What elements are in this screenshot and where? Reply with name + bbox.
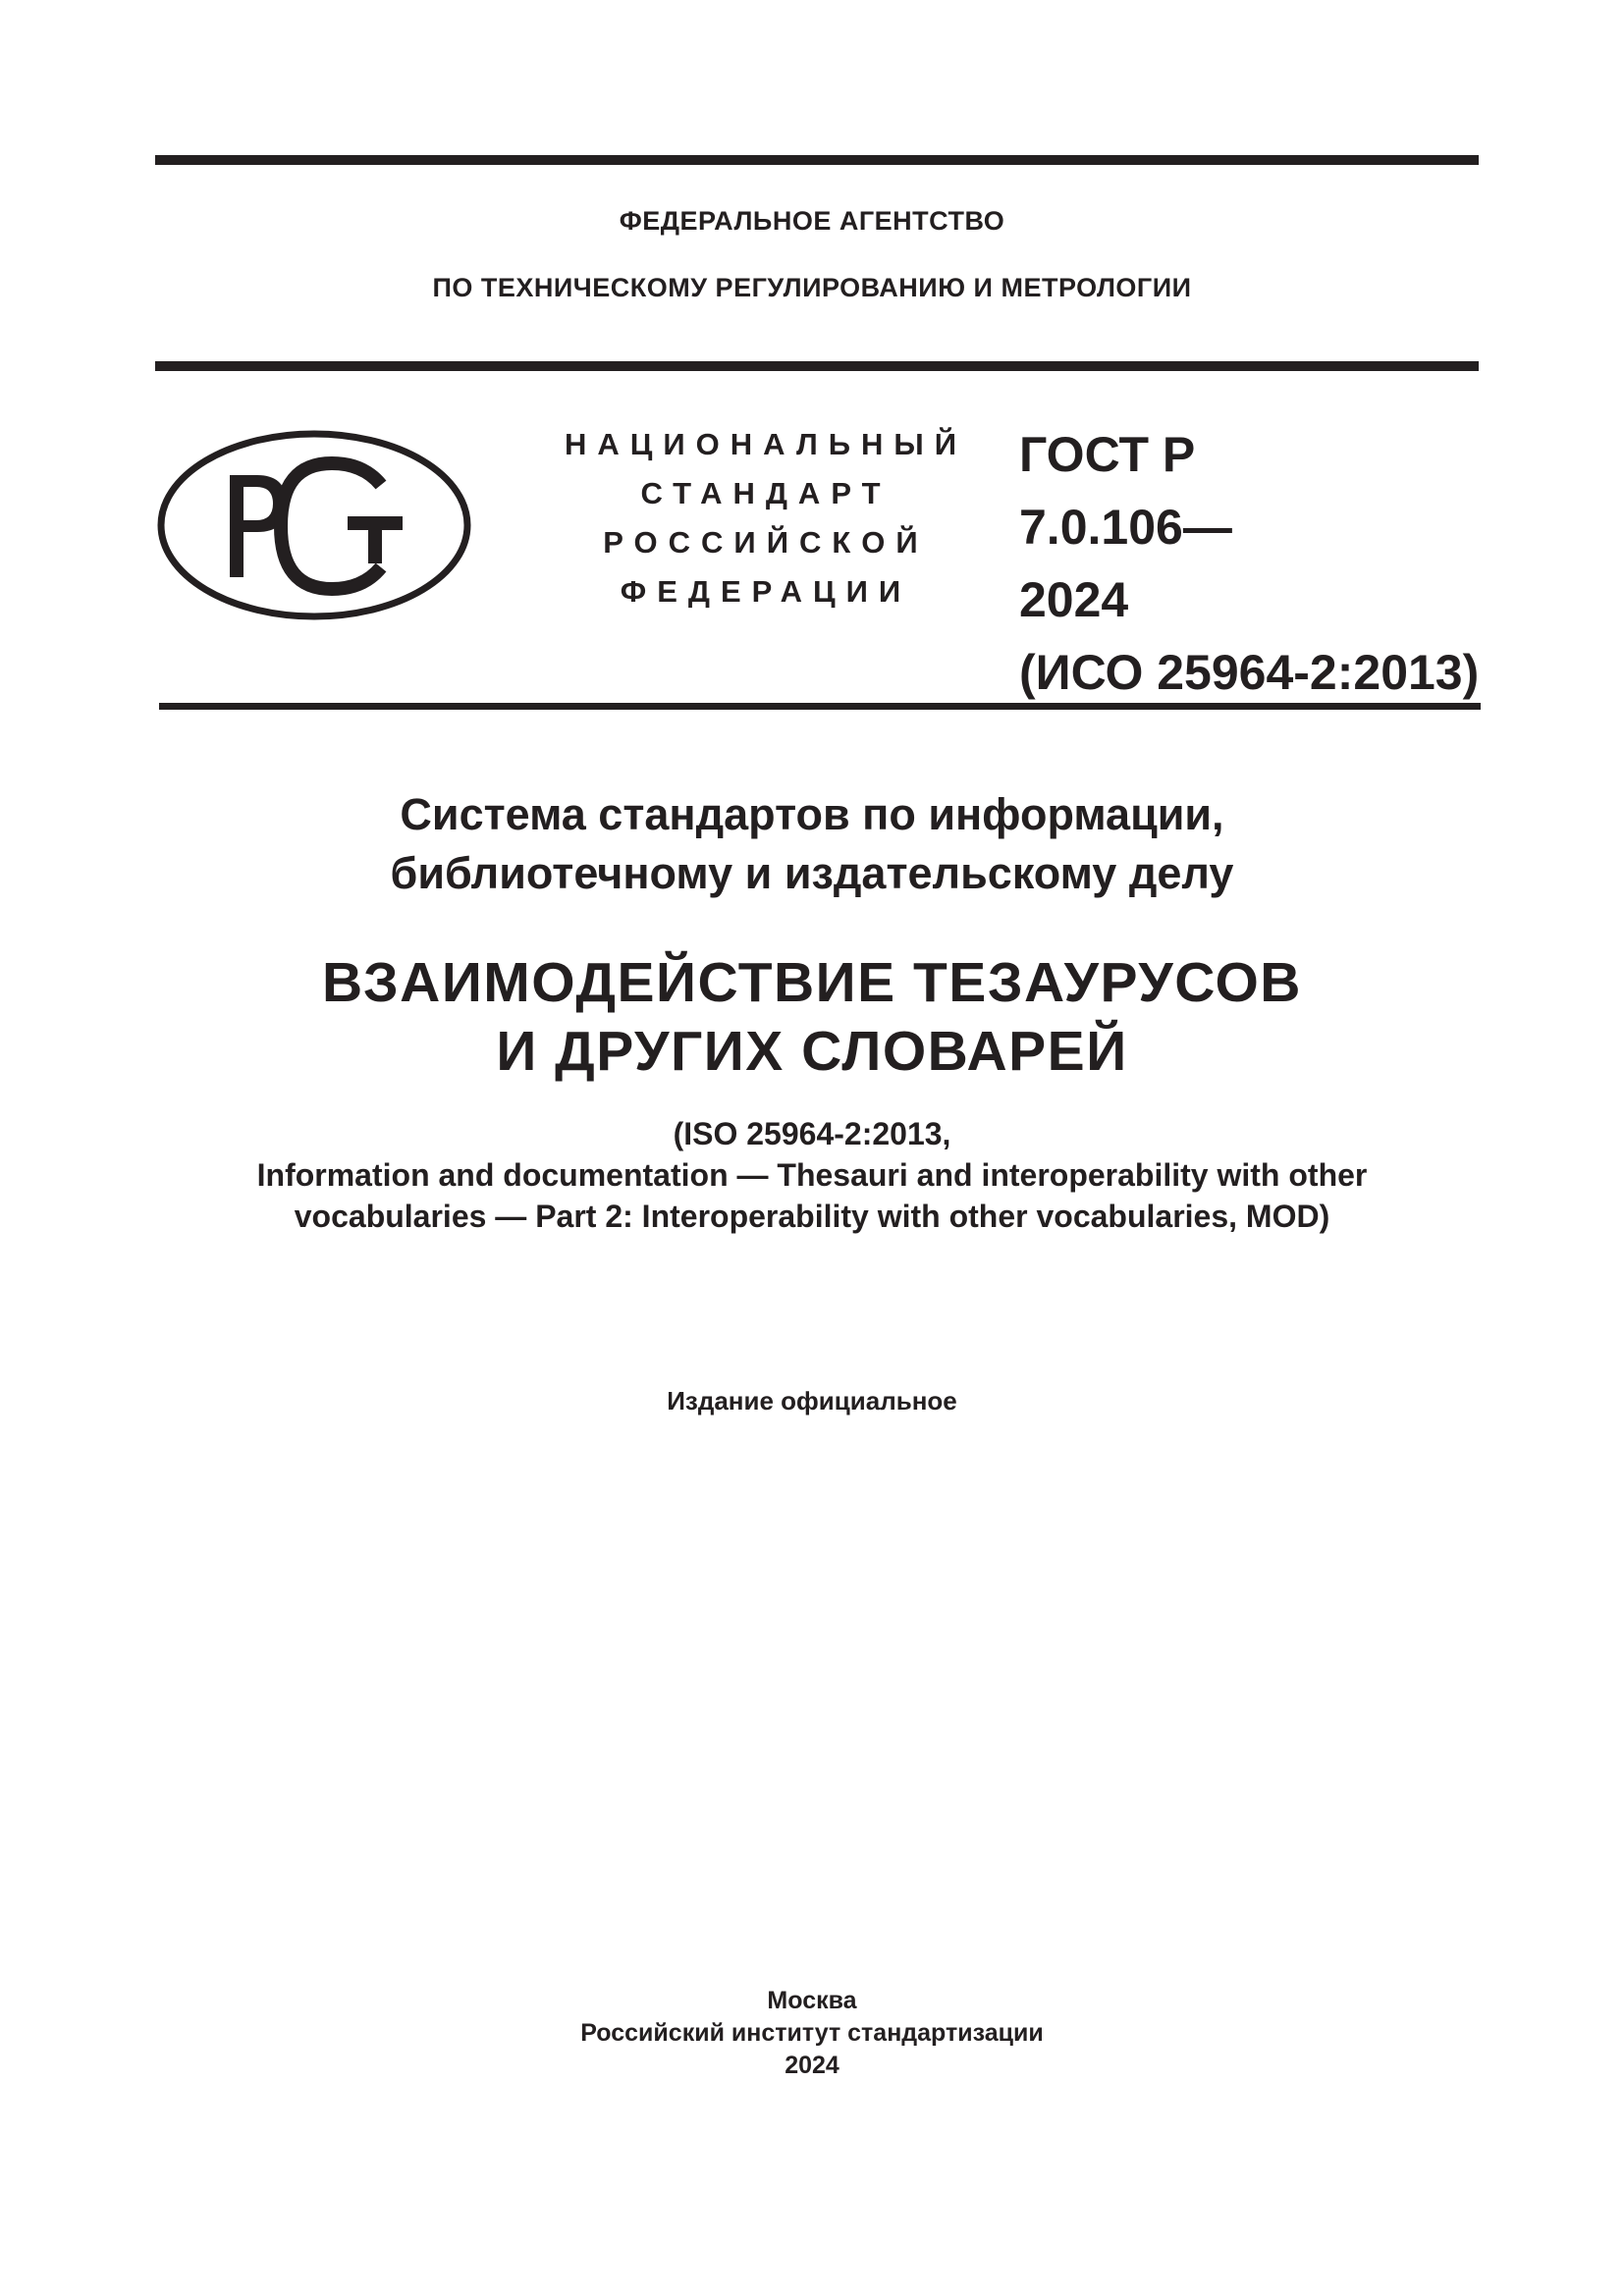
main-title — [0, 948, 1624, 1086]
national-standard-line-3: РОССИЙСКОЙ — [603, 525, 929, 560]
international-reference — [0, 1113, 1624, 1237]
designation-line-1: ГОСТ Р — [1019, 427, 1196, 482]
imprint-year: 2024 — [785, 2052, 839, 2079]
international-reference-line-2: Information and documentation — Thesauri and interoperability with other — [256, 1157, 1368, 1193]
international-reference-line-3: vocabularies — Part 2: Interoperability with other vocabularies, MOD) — [294, 1199, 1330, 1234]
designation-line-2: 7.0.106— — [1019, 500, 1232, 555]
designation-line-4: (ИСО 25964-2:2013) — [1019, 645, 1480, 700]
national-standard-line-4: ФЕДЕРАЦИИ — [620, 574, 912, 609]
series-title — [0, 785, 1624, 903]
rst-logo-icon — [155, 428, 473, 622]
title-block-rule — [159, 703, 1481, 710]
top-rule — [155, 155, 1479, 165]
national-standard-line-2: СТАНДАРТ — [640, 476, 892, 510]
main-title-line-2: И ДРУГИХ СЛОВАРЕЙ — [496, 1020, 1128, 1083]
header-rule — [155, 361, 1479, 371]
designation-line-3: 2024 — [1019, 572, 1129, 627]
national-standard-block — [550, 420, 982, 616]
imprint-city: Москва — [767, 1987, 857, 2014]
main-title-line-1: ВЗАИМОДЕЙСТВИЕ ТЕЗАУРУСОВ — [322, 951, 1302, 1014]
series-title-line-1: Система стандартов по информации, — [400, 789, 1224, 839]
agency-line-1: ФЕДЕРАЛЬНОЕ АГЕНТСТВО — [619, 206, 1005, 236]
agency-line-2: ПО ТЕХНИЧЕСКОМУ РЕГУЛИРОВАНИЮ И МЕТРОЛОГИИ — [432, 273, 1192, 302]
international-reference-line-1: (ISO 25964-2:2013, — [673, 1116, 951, 1151]
imprint — [0, 1985, 1624, 2082]
series-title-line-2: библиотечному и издательскому делу — [390, 848, 1234, 898]
standard-designation — [1019, 418, 1479, 709]
imprint-publisher: Российский институт стандартизации — [580, 2019, 1044, 2047]
national-standard-line-1: НАЦИОНАЛЬНЫЙ — [564, 427, 968, 461]
edition-label: Издание официальное — [667, 1386, 957, 1415]
